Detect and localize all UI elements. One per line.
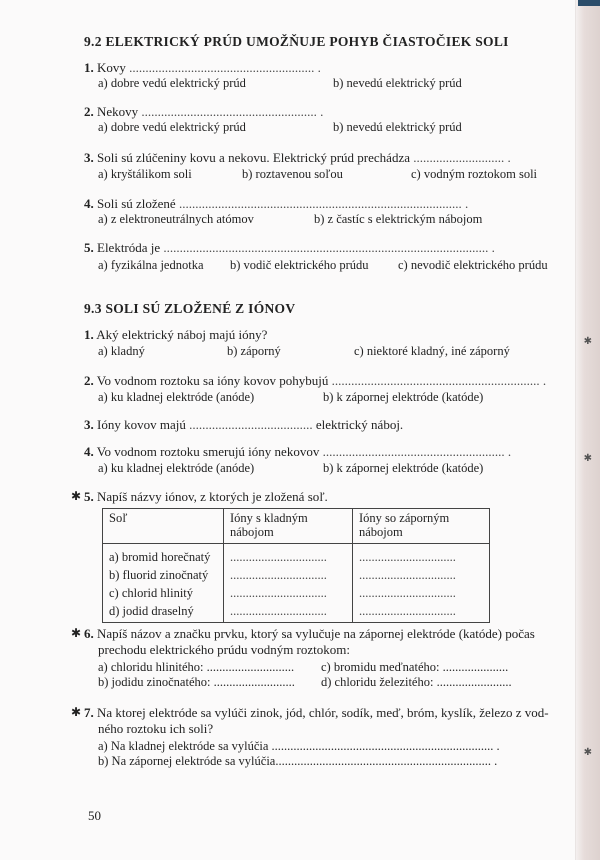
question-9-3-2 — [84, 373, 546, 389]
bleed-star-icon: ✱ — [583, 336, 592, 347]
question-text: Aký elektrický náboj majú ióny? — [96, 327, 268, 342]
option-a[interactable]: a) fyzikálna jednotka — [98, 258, 204, 272]
section-title-9-2: 9.2 ELEKTRICKÝ PRÚD UMOŽŇUJE POHYB ČIASTOČIEK SOLI — [84, 34, 509, 49]
anions-cell — [353, 544, 490, 623]
anion-blank[interactable]: ............................... — [359, 604, 456, 618]
question-number: 6. — [84, 626, 94, 641]
answer-blank[interactable]: ...................................................... . — [141, 104, 324, 119]
question-number: 7. — [84, 705, 94, 720]
question-text-cont: ného roztoku ich soli? — [98, 721, 214, 736]
answer-blank[interactable]: ....................................................................................... . — [178, 196, 469, 211]
question-text: Soli sú zlúčeniny kovu a nekovu. Elektrický prúd prechádza — [97, 150, 410, 165]
question-text: Vo vodnom roztoku sa ióny kovov pohybujú — [96, 373, 329, 388]
answer-blank[interactable]: ...................................... — [189, 417, 313, 432]
header-anions: Ióny so záporným nábojom — [353, 509, 490, 544]
cover-edge — [578, 0, 600, 6]
option-d[interactable]: d) chloridu železitého: ........................ — [321, 675, 512, 689]
option-b[interactable]: b) roztavenou soľou — [242, 167, 343, 181]
question-9-3-6 — [71, 626, 535, 642]
table-row-salt: d) jodid draselný — [109, 604, 194, 618]
option-a[interactable]: a) kryštálikom soli — [98, 167, 192, 181]
question-suffix: elektrický náboj. — [315, 417, 404, 432]
cation-blank[interactable]: ............................... — [230, 604, 327, 618]
option-c[interactable]: c) bromidu meďnatého: ..................... — [321, 660, 509, 674]
option-b[interactable]: b) k zápornej elektróde (katóde) — [323, 461, 484, 475]
answer-blank[interactable]: ........................................................ . — [322, 444, 512, 459]
page-gutter — [575, 0, 600, 860]
bleed-star-icon: ✱ — [583, 453, 592, 464]
question-text: Napíš názov a značku prvku, ktorý sa vylučuje na zápornej elektróde (katóde) počas — [97, 626, 535, 641]
question-9-2-1 — [84, 60, 321, 76]
question-9-2-4 — [84, 196, 468, 212]
anion-blank[interactable]: ............................... — [359, 550, 456, 564]
cations-cell — [224, 544, 353, 623]
question-9-2-3 — [84, 150, 511, 166]
advanced-star-icon: ✱ — [71, 705, 82, 719]
option-c[interactable]: c) nevodič elektrického prúdu — [398, 258, 548, 272]
cation-blank[interactable]: ............................... — [230, 568, 327, 582]
question-number: 4. — [84, 196, 94, 211]
answer-blank[interactable]: ......................................................... . — [129, 60, 321, 75]
header-salt: Soľ — [103, 509, 224, 544]
cation-blank[interactable]: ............................... — [230, 586, 327, 600]
option-b[interactable]: b) vodič elektrického prúdu — [230, 258, 369, 272]
option-a[interactable]: a) ku kladnej elektróde (anóde) — [98, 461, 255, 475]
question-number: 5. — [84, 240, 94, 255]
question-text: Napíš názvy iónov, z ktorých je zložená soľ. — [97, 489, 328, 504]
option-a[interactable]: a) z elektroneutrálnych atómov — [98, 212, 254, 226]
table-header-row — [103, 509, 490, 544]
question-number: 1. — [84, 60, 94, 75]
cation-blank[interactable]: ............................... — [230, 550, 327, 564]
option-b[interactable]: b) jodidu zinočnatého: .......................... — [98, 675, 295, 689]
option-b[interactable]: b) k zápornej elektróde (katóde) — [323, 390, 484, 404]
answer-blank[interactable]: ................................................................ . — [331, 373, 547, 388]
section-title-9-3: 9.3 SOLI SÚ ZLOŽENÉ Z IÓNOV — [84, 301, 296, 316]
answer-blank[interactable]: ............................ . — [413, 150, 511, 165]
question-number: 5. — [84, 489, 94, 504]
table-row-salt: a) bromid horečnatý — [109, 550, 211, 564]
header-cations: Ióny s kladným nábojom — [224, 509, 353, 544]
bleed-star-icon: ✱ — [583, 747, 592, 758]
question-9-3-7 — [71, 705, 549, 721]
option-a[interactable]: a) dobre vedú elektrický prúd — [98, 120, 246, 134]
question-text: Vo vodnom roztoku smerujú ióny nekovov — [96, 444, 320, 459]
question-9-3-3 — [84, 417, 403, 433]
advanced-star-icon: ✱ — [71, 489, 82, 503]
salt-names-cell — [103, 544, 224, 623]
question-number: 4. — [84, 444, 94, 459]
question-number: 1. — [84, 327, 94, 342]
question-number: 3. — [84, 150, 94, 165]
option-a[interactable]: a) kladný — [98, 344, 145, 358]
question-text-cont: prechodu elektrického prúdu vodným roztokom: — [98, 642, 350, 657]
question-9-3-4 — [84, 444, 511, 460]
option-a[interactable]: a) dobre vedú elektrický prúd — [98, 76, 246, 90]
question-text: Nekovy — [97, 104, 139, 119]
option-c[interactable]: c) vodným roztokom soli — [411, 167, 538, 181]
question-text: Elektróda je — [97, 240, 161, 255]
question-number: 2. — [84, 104, 94, 119]
option-c[interactable]: c) niektoré kladný, iné záporný — [354, 344, 510, 358]
table-row-salt: c) chlorid hlinitý — [109, 586, 194, 600]
option-a[interactable]: a) Na kladnej elektróde sa vylúčia ....................................................................... . — [98, 739, 500, 753]
option-b[interactable]: b) z častíc s elektrickým nábojom — [314, 212, 483, 226]
answer-blank[interactable]: .................................................................................................... . — [163, 240, 495, 255]
option-b[interactable]: b) nevedú elektrický prúd — [333, 76, 462, 90]
anion-blank[interactable]: ............................... — [359, 568, 456, 582]
advanced-star-icon: ✱ — [71, 626, 82, 640]
option-b[interactable]: b) Na zápornej elektróde sa vylúčia..................................................................... . — [98, 754, 498, 768]
question-9-2-2 — [84, 104, 323, 120]
question-9-3-1 — [84, 327, 267, 343]
table-row-salt: b) fluorid zinočnatý — [109, 568, 209, 582]
option-a[interactable]: a) chloridu hlinitého: ............................ — [98, 660, 295, 674]
ions-table — [102, 508, 490, 623]
question-number: 3. — [84, 417, 94, 432]
option-a[interactable]: a) ku kladnej elektróde (anóde) — [98, 390, 255, 404]
option-b[interactable]: b) záporný — [227, 344, 281, 358]
question-9-2-5 — [84, 240, 495, 256]
question-text: Ióny kovov majú — [97, 417, 186, 432]
table-body-row — [103, 544, 490, 623]
option-b[interactable]: b) nevedú elektrický prúd — [333, 120, 462, 134]
question-number: 2. — [84, 373, 94, 388]
page-number: 50 — [88, 808, 101, 823]
question-text: Kovy — [97, 60, 126, 75]
question-9-3-5 — [71, 489, 328, 505]
anion-blank[interactable]: ............................... — [359, 586, 456, 600]
question-text: Soli sú zložené — [97, 196, 176, 211]
question-text: Na ktorej elektróde sa vylúči zinok, jód, chlór, sodík, meď, bróm, kyslík, železo z vod- — [97, 705, 549, 720]
